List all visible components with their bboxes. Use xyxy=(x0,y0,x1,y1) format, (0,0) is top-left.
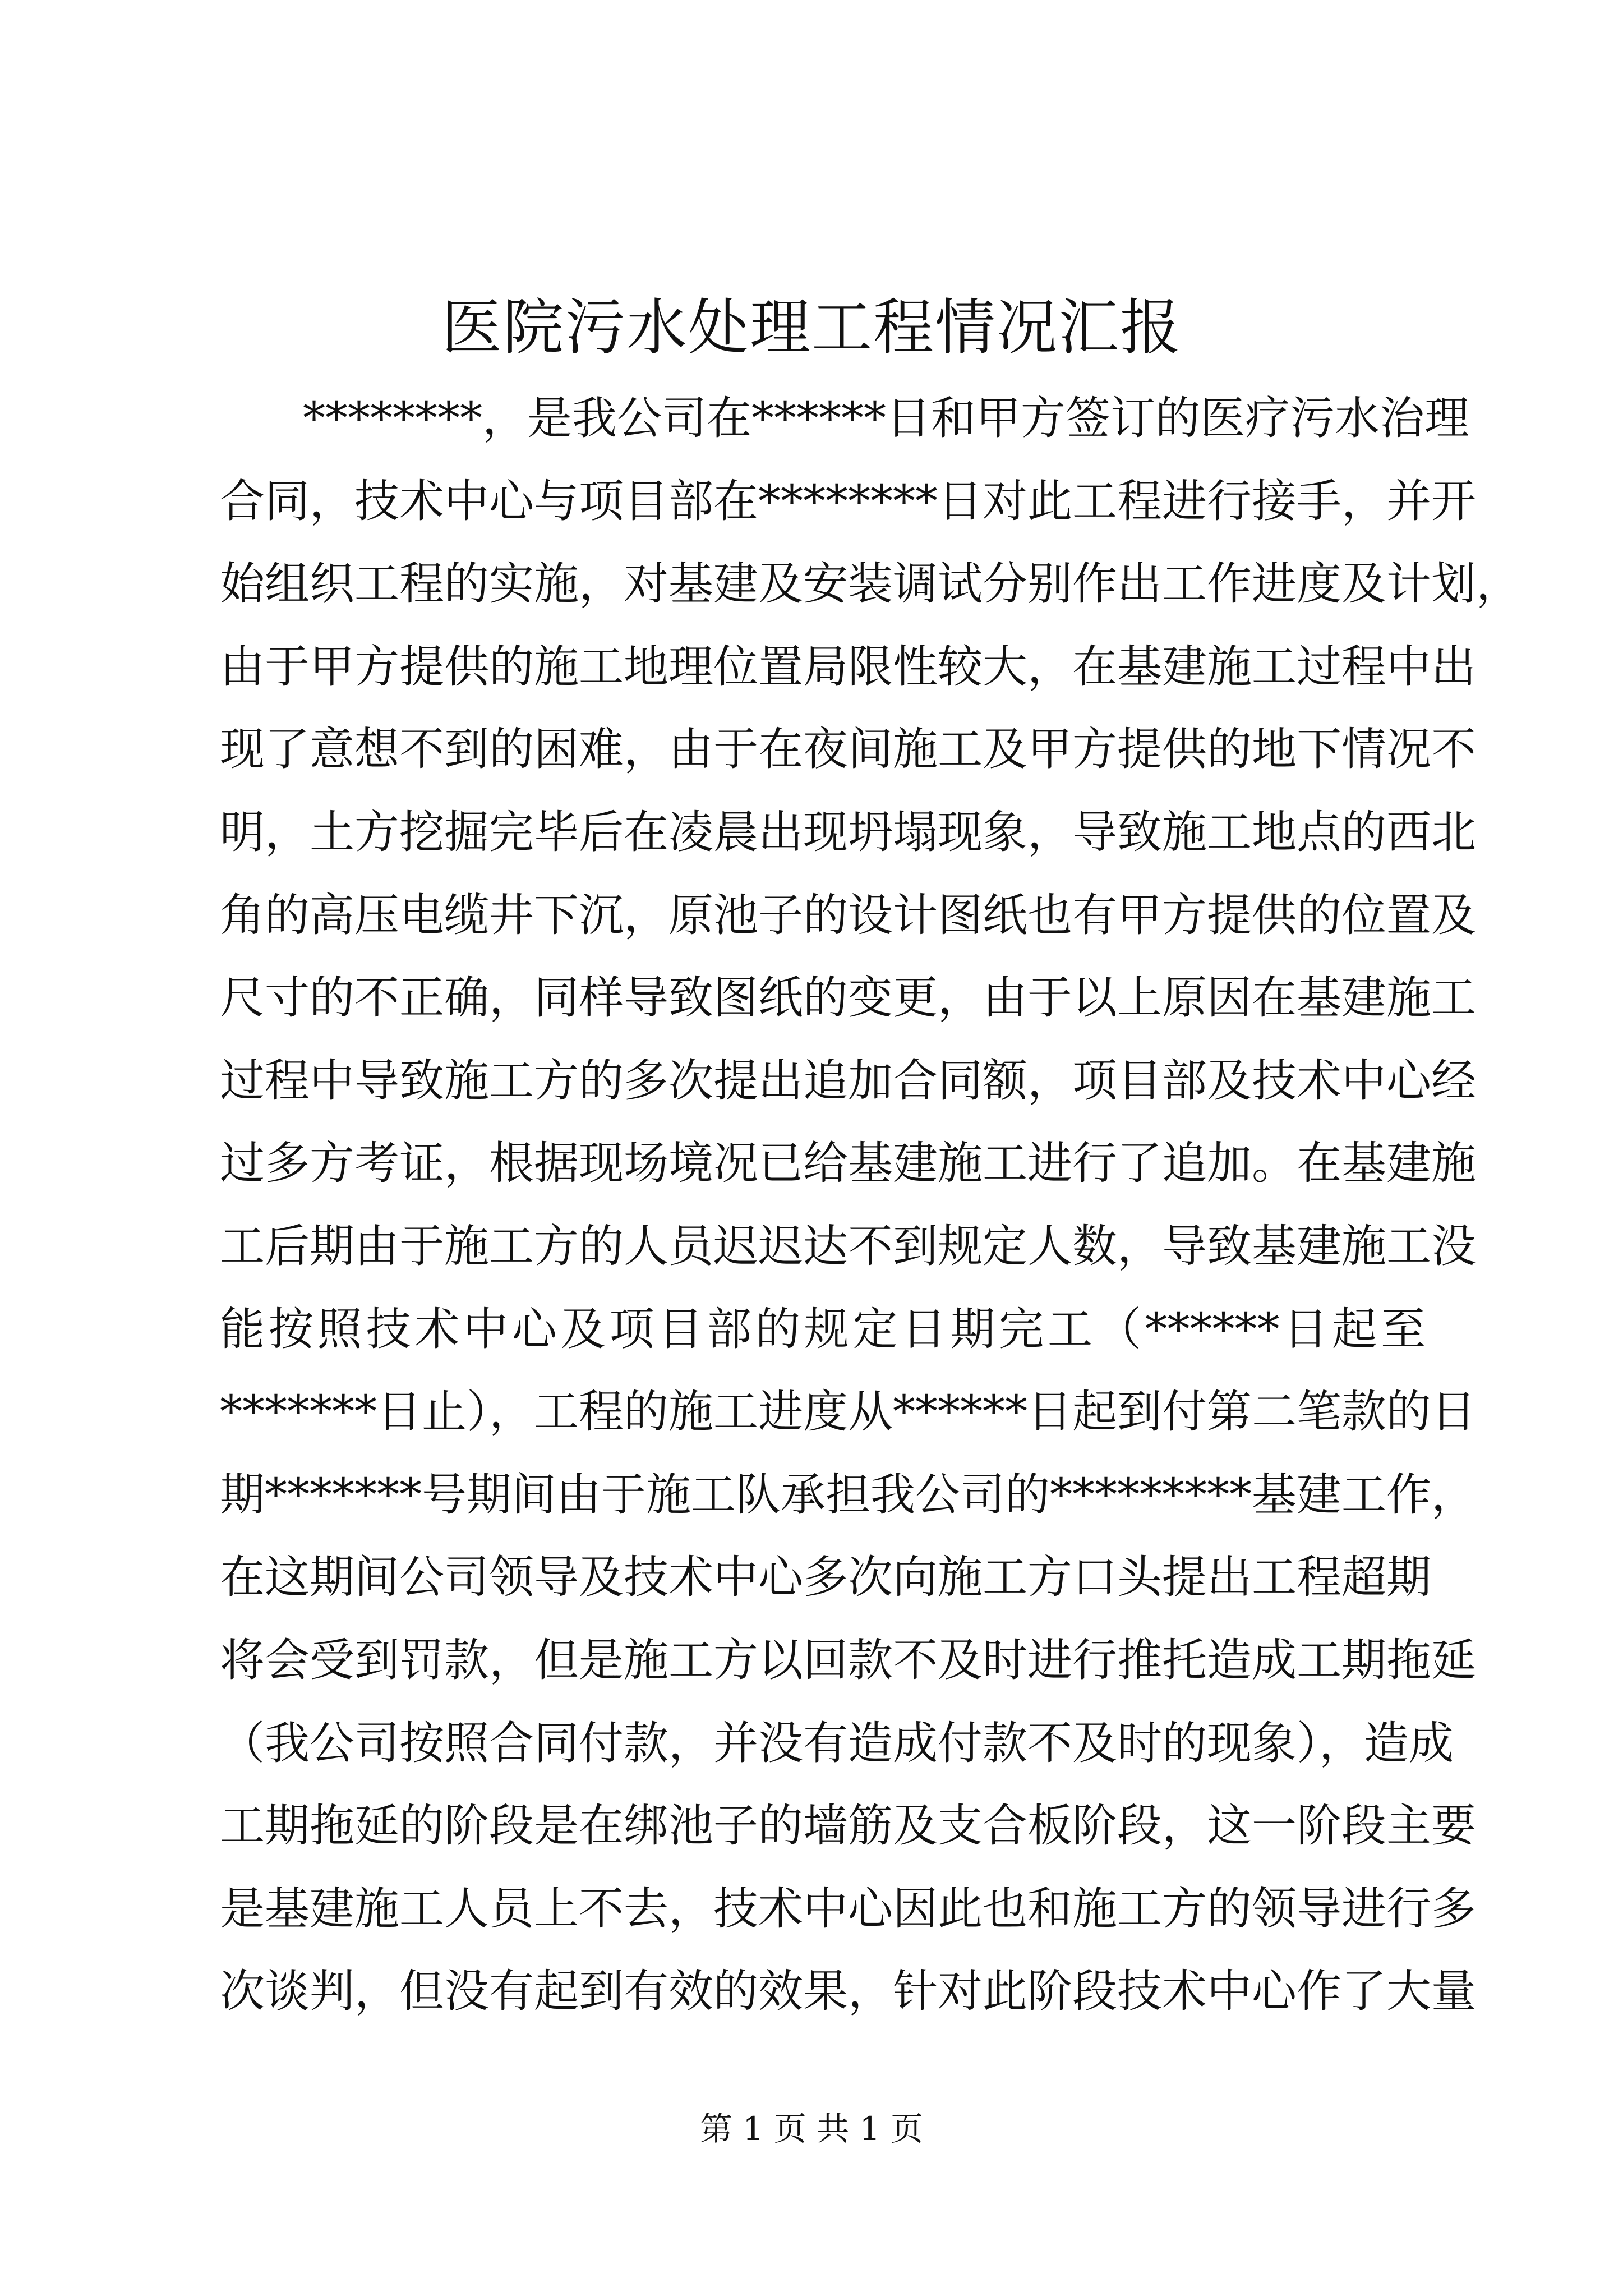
body-line-4: 由于甲方提供的施工地理位置局限性较大，在基建施工过程中出 xyxy=(220,640,1476,693)
body-line-1: ********，是我公司在******日和甲方签订的医疗污水治理 xyxy=(303,392,1469,444)
body-line-18: 工期拖延的阶段是在绑池子的墙筋及支合板阶段，这一阶段主要 xyxy=(220,1800,1476,1852)
body-line-17: （我公司按照合同付款，并没有造成付款不及时的现象），造成 xyxy=(220,1717,1454,1769)
body-line-12: 能按照技术中心及项目部的规定日期完工（******日起至 xyxy=(220,1303,1426,1355)
body-line-13: *******日止），工程的施工进度从******日起到付第二笔款的日 xyxy=(220,1386,1476,1438)
body-line-16: 将会受到罚款，但是施工方以回款不及时进行推托造成工期拖延 xyxy=(220,1634,1476,1686)
body-line-15: 在这期间公司领导及技术中心多次向施工方口头提出工程超期 xyxy=(220,1551,1431,1604)
body-line-9: 过程中导致施工方的多次提出追加合同额，项目部及技术中心经 xyxy=(220,1054,1476,1107)
body-line-7: 角的高压电缆井下沉，原池子的设计图纸也有甲方提供的位置及 xyxy=(220,889,1476,941)
body-line-3: 始组织工程的实施，对基建及安装调试分别作出工作进度及计划， xyxy=(220,558,1521,610)
document-body xyxy=(220,377,1521,2033)
body-line-2: 合同，技术中心与项目部在********日对此工程进行接手，并开 xyxy=(220,475,1476,527)
body-line-5: 现了意想不到的困难，由于在夜间施工及甲方提供的地下情况不 xyxy=(220,723,1476,776)
body-line-6: 明，土方挖掘完毕后在凌晨出现坍塌现象，导致施工地点的西北 xyxy=(220,806,1476,858)
body-line-20: 次谈判，但没有起到有效的效果，针对此阶段技术中心作了大量 xyxy=(220,1965,1476,2018)
body-line-10: 过多方考证，根据现场境况已给基建施工进行了追加。在基建施 xyxy=(220,1137,1476,1190)
page-number-footer: 第 1 页 共 1 页 xyxy=(700,2110,923,2148)
body-line-14: 期*******号期间由于施工队承担我公司的*********基建工作， xyxy=(220,1468,1476,1521)
body-line-11: 工后期由于施工方的人员迟迟达不到规定人数，导致基建施工没 xyxy=(220,1220,1476,1272)
document-title: 医院污水处理工程情况汇报 xyxy=(441,293,1182,363)
body-line-19: 是基建施工人员上不去，技术中心因此也和施工方的领导进行多 xyxy=(220,1882,1476,1935)
body-line-8: 尺寸的不正确，同样导致图纸的变更，由于以上原因在基建施工 xyxy=(220,972,1476,1024)
